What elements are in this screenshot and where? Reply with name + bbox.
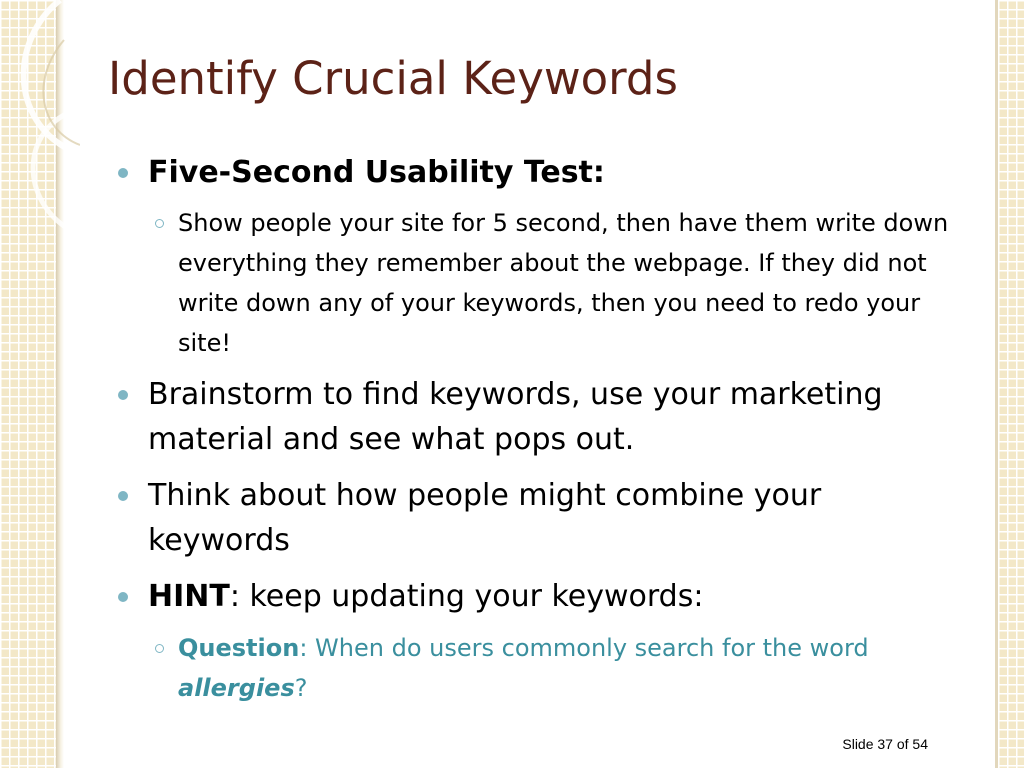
question-emphasis: allergies [178, 674, 295, 702]
bullet-marker [118, 491, 128, 501]
question-tail: ? [294, 674, 308, 702]
sub-bullet-question [178, 628, 978, 708]
bullet-marker [118, 592, 128, 602]
slide-number: Slide 37 of 54 [842, 736, 928, 752]
bullet-heading: Five-Second Usability Test: [148, 155, 605, 190]
bullet-brainstorm: Brainstorm to find keywords, use your marketing material and see what pops out. [148, 377, 883, 457]
sub-bullet-five-second-description: Show people your site for 5 second, then have them write down everything they remember about the webpage. If they did not write down any of your keywords, then you need to redo your site! [178, 209, 949, 357]
slide-title: Identify Crucial Keywords [108, 52, 678, 105]
hint-text: : keep updating your keywords: [229, 579, 704, 614]
question-text: : When do users commonly search for the word [299, 634, 869, 662]
right-decorative-band [998, 0, 1024, 768]
bullet-combine-keywords: Think about how people might combine your keywords [148, 478, 822, 558]
bullet-marker [118, 168, 128, 178]
sub-bullet-marker [155, 219, 164, 228]
bullet-five-second-test [148, 150, 948, 195]
hint-label: HINT [148, 579, 230, 614]
bullet-marker [118, 390, 128, 400]
sub-bullet-marker [155, 644, 164, 653]
bullet-hint [148, 574, 948, 619]
right-band-edge [995, 0, 998, 768]
decorative-swirl-icon [0, 0, 80, 300]
question-label: Question [178, 634, 300, 662]
